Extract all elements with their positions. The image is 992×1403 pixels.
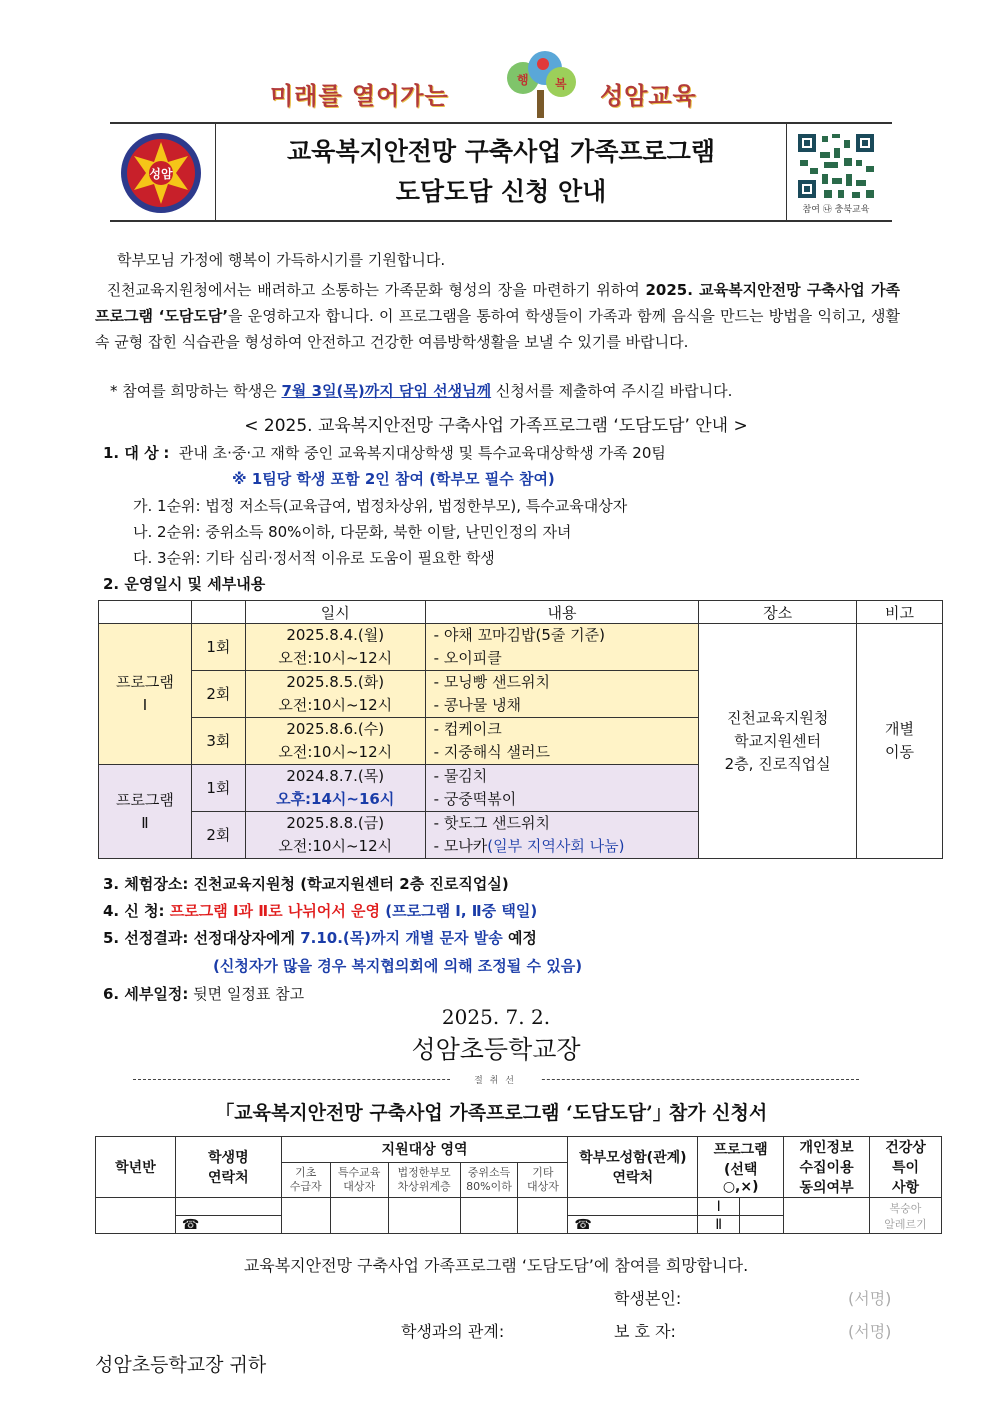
relation-label: 학생과의 관계: [401,1322,505,1341]
info-place: 3. 체험장소: 진천교육지원청 (학교지원센터 2층 진로직업실) [103,875,509,893]
place-cell: 진천교육지원청 학교지원센터 2층, 진로직업실 [699,624,857,859]
program-1-choice[interactable] [740,1198,784,1216]
qr-caption: 참여 ㉯ 충북교육 [802,205,870,215]
col-remark: 비고 [857,601,943,624]
title-header [110,122,892,222]
banner [270,70,730,120]
student-phone-field[interactable] [175,1216,281,1234]
application-form: 학년반 학생명 연락처 지원대상 영역 학부모성함(관계) 연락처 프로그램 (선택 ○,×) 개인정보 수집이용 동의여부 건강상 특이 사항 기초 수급자 특수교육 대상자 법정한부모 차상위계층 중위소득 80%이하 기타 대상자 Ⅰ 복숭아 알레르기 ☎ ☎ Ⅱ [95,1136,942,1234]
table-row: 2회 2025.8.8.(금) 오전:10시~12시 - 핫도그 샌드위치 - 모나카(일부 지역사회 나눔) [99,812,943,859]
form-title: ｢교육복지안전망 구축사업 가족프로그램 ‘도담도담’｣ 참가 신청서 [224,1102,768,1124]
support-income-field[interactable] [460,1198,518,1234]
tree-syllable-2: 복 [555,77,567,91]
col-datetime: 일시 [245,601,425,624]
parent-name-field[interactable] [568,1198,698,1216]
pledge-text: 교육복지안전망 구축사업 가족프로그램 ‘도담도담’에 참여를 희망합니다. [243,1256,749,1275]
program-2-label: 프로그램 Ⅱ [99,765,192,859]
title-line-2: 도담도담 신청 안내 [395,177,607,206]
info-detail: 6. 세부일정: 뒷면 일정표 참고 [103,985,305,1003]
priority-3: 다. 3순위: 기타 심리·정서적 이유로 도움이 필요한 학생 [133,549,495,567]
issue-date: 2025. 7. 2. [441,1005,551,1029]
health-notes-field[interactable]: 복숭아 알레르기 [870,1198,942,1234]
priority-2: 나. 2순위: 중위소득 80%이하, 다문화, 북한 이탈, 난민인정의 자녀 [133,523,572,541]
submission-note: * 참여를 희망하는 학생은 7월 3일(목)까지 담임 선생님께 신청서를 제출하여 주시길 바랍니다. [110,382,733,400]
support-single-parent-field[interactable] [388,1198,460,1234]
cut-line-label: 절 취 선 [450,1073,540,1086]
program-1-label: 프로그램 Ⅰ [99,624,192,765]
info-result-note: (신청자가 많을 경우 복지협의회에 의해 조정될 수 있음) [213,957,583,975]
table-row: 프로그램 Ⅰ 1회 2025.8.4.(월) 오전:10시~12시 - 야채 꼬마김밥(5줄 기준) - 오이피클 진천교육지원청 학교지원센터 2층, 진로직업실 개별 이동 [99,624,943,671]
schedule-table [98,600,943,859]
principal-name: 성암초등학교장 [411,1035,581,1064]
program-2-choice[interactable] [740,1216,784,1234]
title-line-1: 교육복지안전망 구축사업 가족프로그램 [287,137,715,166]
banner-slogan: 미래를 열어가는 [270,82,449,110]
info-apply: 4. 신 청: 프로그램 Ⅰ과 Ⅱ로 나뉘어서 운영 (프로그램 Ⅰ, Ⅱ중 택일) [103,902,538,920]
student-sign-field[interactable]: (서명) [848,1289,892,1308]
table-row: 2회 2025.8.5.(화) 오전:10시~12시 - 모닝빵 샌드위치 - 콩나물 냉채 [99,671,943,718]
banner-school: 성암교육 [600,82,697,110]
guardian-sign-field[interactable]: (서명) [848,1322,892,1341]
tree-syllable-1: 행 [517,73,529,87]
phone-icon: ☎ [574,1216,592,1233]
table-row: 프로그램 Ⅱ 1회 2024.8.7.(목) 오후:14시~16시 - 물김치 - 궁중떡볶이 [99,765,943,812]
page-title [216,132,786,212]
grade-field[interactable] [96,1198,176,1234]
table-row: 3회 2025.8.6.(수) 오전:10시~12시 - 컵케이크 - 지중해식 샐러드 [99,718,943,765]
support-basic-field[interactable] [281,1198,330,1234]
col-content: 내용 [425,601,699,624]
intro-paragraph: 진천교육지원청에서는 배려하고 소통하는 가족문화 형성의 장을 마련하기 위하여 2025. 교육복지안전망 구축사업 가족프로그램 ‘도담도담’을 운영하고자 합니다. 이 프로그램을 통하여 학생들이 가족과 함께 음식을 만드는 방법을 익히고, 생활 속 균형 잡힌 식습관을 형성하여 안전하고 건강한 여름방학생활을 보낼 수 있기를 바랍니다. [95,281,900,351]
student-name-field[interactable] [175,1198,281,1216]
addressee: 성암초등학교장 귀하 [95,1354,267,1376]
support-special-field[interactable] [330,1198,388,1234]
schedule-heading: 2. 운영일시 및 세부내용 [103,575,266,593]
parent-phone-field[interactable] [568,1216,698,1234]
section-title: < 2025. 교육복지안전망 구축사업 가족프로그램 ‘도담도담’ 안내 > [244,416,748,436]
qr-code-icon[interactable] [794,130,878,202]
greeting: 학부모님 가정에 행복이 가득하시기를 기원합니다. [117,251,446,269]
priority-1: 가. 1순위: 법정 저소득(교육급여, 법정차상위, 법정한부모), 특수교육대상자 [133,497,628,515]
tree-logo-icon [495,50,585,120]
target-note: ※ 1팀당 학생 포함 2인 참여 (학부모 필수 참여) [232,470,555,488]
student-sign-label: 학생본인: [614,1289,682,1308]
privacy-consent-field[interactable] [784,1198,870,1234]
remark-cell: 개별 이동 [857,624,943,859]
emblem-text: 성암 [149,167,173,181]
phone-icon: ☎ [181,1216,200,1233]
support-other-field[interactable] [518,1198,568,1234]
col-place: 장소 [699,601,857,624]
target-line: 1. 대 상 : 관내 초·중·고 재학 중인 교육복지대상학생 및 특수교육대상학생 가족 20팀 [103,444,666,462]
info-result: 5. 선정결과: 선정대상자에게 7.10.(목)까지 개별 문자 발송 예정 [103,929,537,947]
guardian-sign-label: 보 호 자: [614,1322,676,1341]
school-emblem-icon [120,132,202,214]
table-header-row [99,601,943,624]
